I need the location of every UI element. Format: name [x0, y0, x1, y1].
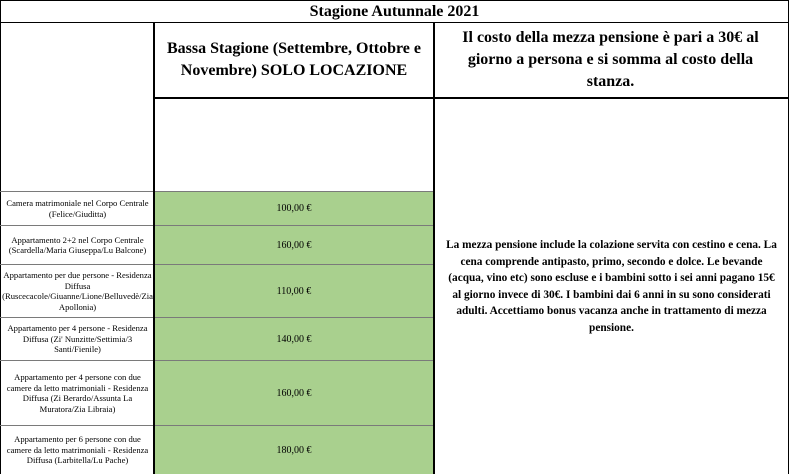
room-price: 100,00 € [155, 191, 433, 225]
half-board-cost-text: Il costo della mezza pensione è pari a 30€ al giorno a persona e si somma al costo della stanza. [462, 28, 759, 90]
table-title: Stagione Autunnale 2021 [0, 0, 789, 23]
room-price: 160,00 € [155, 360, 433, 425]
season-header [153, 22, 435, 99]
room-name: Appartamento per 6 persone con due camere da letto matrimoniali - Residenza Diffusa (Larbitella/Lu Pache) [0, 425, 155, 474]
room-price: 180,00 € [155, 425, 433, 474]
room-price: 160,00 € [155, 225, 433, 264]
season-header-text: Bassa Stagione (Settembre, Ottobre e Novembre) SOLO LOCAZIONE [166, 39, 422, 79]
room-name: Appartamento per due persone - Residenza Diffusa (Ruscecacole/Giuanne/Lione/Belluvedè/Zia Apollonia) [0, 264, 155, 317]
column-divider [153, 191, 155, 474]
room-name: Appartamento per 4 persone con due camere da letto matrimoniali - Residenza Diffusa (Zi Berardo/Assunta La Muratora/Zia Libraia) [0, 360, 155, 425]
room-price: 140,00 € [155, 317, 433, 360]
room-name: Appartamento per 4 persone - Residenza Diffusa (Zi' Nunzitte/Settimia/3 Santi/Fienile) [0, 317, 155, 360]
room-name: Appartamento 2+2 nel Corpo Centrale (Scardella/Maria Giuseppa/Lu Balcone) [0, 225, 155, 264]
half-board-description [435, 99, 789, 474]
room-names-column [0, 191, 155, 474]
half-board-cost-header [433, 22, 789, 99]
half-board-description-text: La mezza pensione include la colazione servita con cestino e cena. La cena comprende antipasto, primo, secondo e dolce. Le bevande (acqua, vino etc) sono escluse e i bambini sotto i sei anni pagano 15€ al giorno invece di 30€. I bambini dai 6 anni in su sono considerati adulti. Accettiamo bonus vacanza anche in trattamento di mezza pensione. [446, 239, 777, 334]
room-price: 110,00 € [155, 264, 433, 317]
header-spacer [153, 97, 435, 191]
room-name: Camera matrimoniale nel Corpo Centrale (Felice/Giuditta) [0, 191, 155, 225]
prices-column [155, 191, 433, 474]
